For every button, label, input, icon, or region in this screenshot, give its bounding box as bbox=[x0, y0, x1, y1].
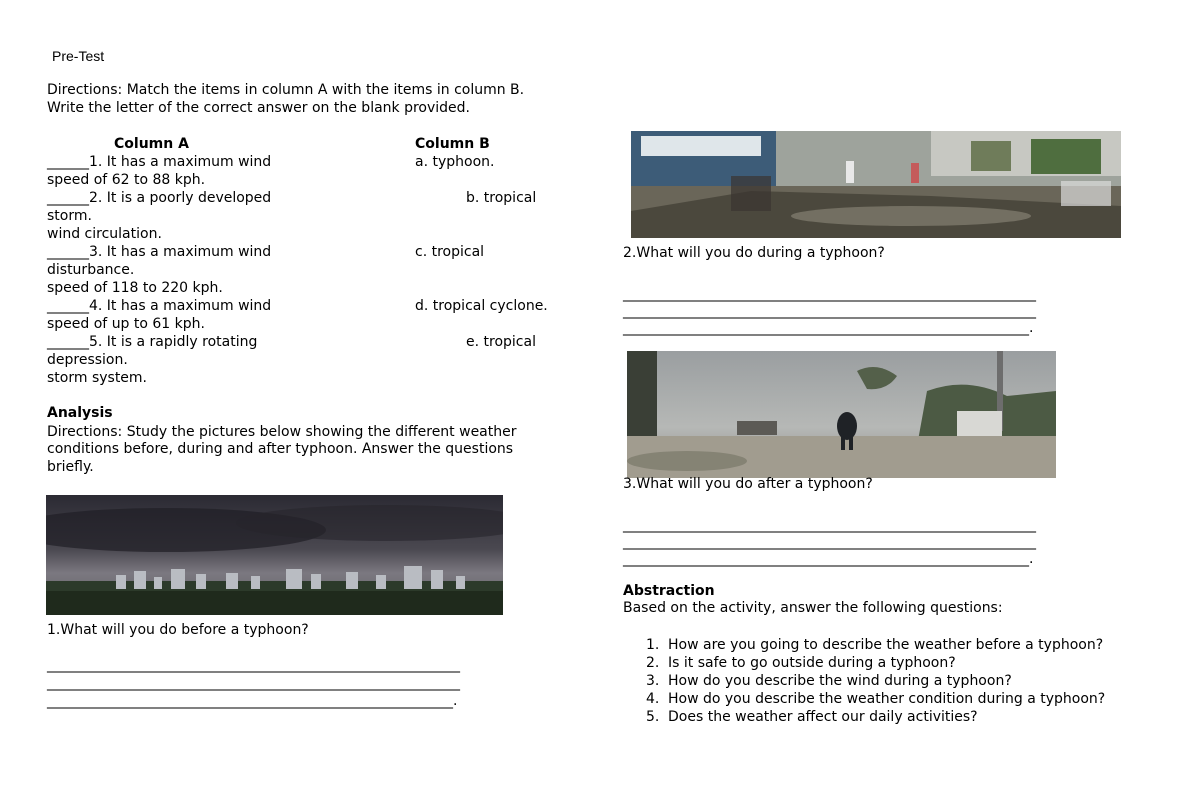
pretest-directions-line2: Write the letter of the correct answer on the blank provided. bbox=[47, 100, 471, 116]
analysis-directions-line1: Directions: Study the pictures below showing the different weather bbox=[47, 424, 517, 440]
item-3-line3: speed of 118 to 220 kph. bbox=[47, 280, 223, 296]
abstraction-question: 1. How are you going to describe the weather before a typhoon? bbox=[646, 637, 1104, 653]
answer-3-line2[interactable]: ___________________________________________________________ bbox=[623, 534, 1036, 550]
choice-a: a. typhoon. bbox=[415, 154, 495, 170]
analysis-heading: Analysis bbox=[47, 405, 113, 421]
column-b-header: Column B bbox=[415, 136, 490, 152]
item-2-line3: wind circulation. bbox=[47, 226, 162, 242]
answer-3-line3[interactable]: __________________________________________________________. bbox=[623, 551, 1034, 567]
question-3: 3.What will you do after a typhoon? bbox=[623, 476, 873, 492]
item-4-line1: ______4. It has a maximum wind bbox=[47, 298, 272, 314]
answer-2-line1[interactable]: ___________________________________________________________ bbox=[623, 286, 1036, 302]
item-5-line3: storm system. bbox=[47, 370, 148, 386]
abstraction-heading: Abstraction bbox=[623, 583, 715, 599]
analysis-directions-line3: briefly. bbox=[47, 459, 94, 475]
abstraction-question: 3. How do you describe the wind during a typhoon? bbox=[646, 673, 1012, 689]
abstraction-question: 4. How do you describe the weather condition during a typhoon? bbox=[646, 691, 1106, 707]
after-typhoon-photo bbox=[627, 351, 1056, 478]
pretest-directions-line1: Directions: Match the items in column A with the items in column B. bbox=[47, 82, 525, 98]
choice-e: e. tropical bbox=[466, 334, 536, 350]
column-a-header: Column A bbox=[114, 136, 189, 152]
item-1-line2: speed of 62 to 88 kph. bbox=[47, 172, 206, 188]
choice-d: d. tropical cyclone. bbox=[415, 298, 548, 314]
during-typhoon-photo bbox=[631, 131, 1121, 238]
question-1: 1.What will you do before a typhoon? bbox=[47, 622, 309, 638]
item-2-line2: storm. bbox=[47, 208, 92, 224]
choice-c: c. tropical bbox=[415, 244, 485, 260]
item-5-line2: depression. bbox=[47, 352, 128, 368]
item-5-line1: ______5. It is a rapidly rotating bbox=[47, 334, 258, 350]
before-typhoon-photo bbox=[46, 495, 503, 615]
answer-1-line1[interactable]: ___________________________________________________________ bbox=[47, 657, 460, 673]
answer-2-line2[interactable]: ___________________________________________________________ bbox=[623, 303, 1036, 319]
abstraction-question: 2. Is it safe to go outside during a typhoon? bbox=[646, 655, 956, 671]
item-4-line2: speed of up to 61 kph. bbox=[47, 316, 205, 332]
page-title: Pre-Test bbox=[52, 48, 105, 64]
item-2-line1: ______2. It is a poorly developed bbox=[47, 190, 272, 206]
item-3-line2: disturbance. bbox=[47, 262, 135, 278]
abstraction-intro: Based on the activity, answer the following questions: bbox=[623, 600, 1003, 616]
answer-3-line1[interactable]: ___________________________________________________________ bbox=[623, 517, 1036, 533]
abstraction-question: 5. Does the weather affect our daily activities? bbox=[646, 709, 978, 725]
choice-b: b. tropical bbox=[466, 190, 537, 206]
answer-1-line3[interactable]: __________________________________________________________. bbox=[47, 693, 458, 709]
item-1-line1: ______1. It has a maximum wind bbox=[47, 154, 272, 170]
answer-1-line2[interactable]: ___________________________________________________________ bbox=[47, 675, 460, 691]
analysis-directions-line2: conditions before, during and after typhoon. Answer the questions bbox=[47, 441, 514, 457]
item-3-line1: ______3. It has a maximum wind bbox=[47, 244, 272, 260]
answer-2-line3[interactable]: __________________________________________________________. bbox=[623, 320, 1034, 336]
question-2: 2.What will you do during a typhoon? bbox=[623, 245, 885, 261]
abstraction-question-list bbox=[623, 636, 1105, 726]
